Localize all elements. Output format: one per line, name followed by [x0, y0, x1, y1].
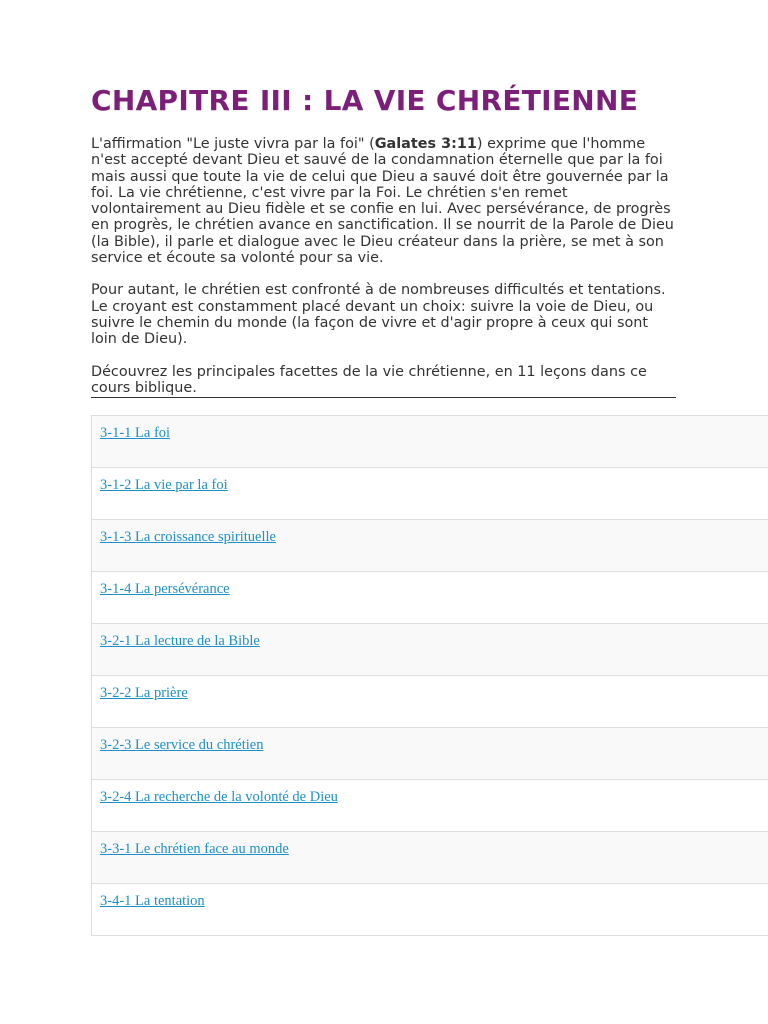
- intro-p1-start: L'affirmation "Le juste vivra par la foi" (: [91, 136, 375, 152]
- lesson-link-3-2-1[interactable]: 3-2-1 La lecture de la Bible: [100, 633, 260, 649]
- lesson-row: [92, 519, 768, 571]
- lesson-row: [92, 623, 768, 675]
- lesson-link-3-1-3[interactable]: 3-1-3 La croissance spirituelle: [100, 529, 276, 545]
- lesson-row: [92, 831, 768, 883]
- lesson-link-3-4-1[interactable]: 3-4-1 La tentation: [100, 893, 205, 909]
- lesson-row: [92, 467, 768, 519]
- lesson-list: [91, 415, 768, 936]
- lesson-link-3-2-4[interactable]: 3-2-4 La recherche de la volonté de Dieu: [100, 789, 338, 805]
- lesson-link-3-1-1[interactable]: 3-1-1 La foi: [100, 425, 171, 441]
- intro-text: [91, 136, 676, 398]
- lesson-row: [92, 571, 768, 623]
- lesson-link-3-2-3[interactable]: 3-2-3 Le service du chrétien: [100, 737, 264, 753]
- lesson-row: [92, 727, 768, 779]
- lesson-link-3-1-2[interactable]: 3-1-2 La vie par la foi: [100, 477, 228, 493]
- lesson-row: [92, 883, 768, 935]
- intro-p1-rest: ) exprime que l'homme n'est accepté devant Dieu et sauvé de la condamnation éternelle que par la foi mais aussi que toute la vie de celui que Dieu a sauvé doit être gouvernée par la foi. La vie chrétienne, c'est vivre par la Foi. Le chrétien s'en remet volontairement au Dieu fidèle et se confie en lui. Avec persévérance, de progrès en progrès, le chrétien avance en sanctification. Il se nourrit de la Parole de Dieu (la Bible), il parle et dialogue avec le Dieu créateur dans la prière, se met à son service et écoute sa volonté pour sa vie.: [91, 136, 674, 267]
- lesson-link-3-3-1[interactable]: 3-3-1 Le chrétien face au monde: [100, 841, 289, 857]
- lesson-link-3-1-4[interactable]: 3-1-4 La persévérance: [100, 581, 230, 597]
- intro-paragraph-2: Pour autant, le chrétien est confronté à de nombreuses difficultés et tentations. Le croyant est constamment placé devant un choix: suivre la voie de Dieu, ou suivre le chemin du monde (la façon de vivre et d'agir propre à ceux qui sont loin de Dieu).: [91, 282, 666, 348]
- chapter-title: CHAPITRE III : LA VIE CHRÉTIENNE: [91, 84, 639, 117]
- intro-paragraph-3: Découvrez les principales facettes de la vie chrétienne, en 11 leçons dans ce cours biblique.: [91, 364, 676, 399]
- scripture-reference: Galates 3:11: [374, 136, 477, 152]
- lesson-link-3-2-2[interactable]: 3-2-2 La prière: [100, 685, 188, 701]
- lesson-row: [92, 779, 768, 831]
- lesson-row: [92, 675, 768, 727]
- intro-paragraph-1: [91, 136, 676, 266]
- lesson-row: [92, 416, 768, 467]
